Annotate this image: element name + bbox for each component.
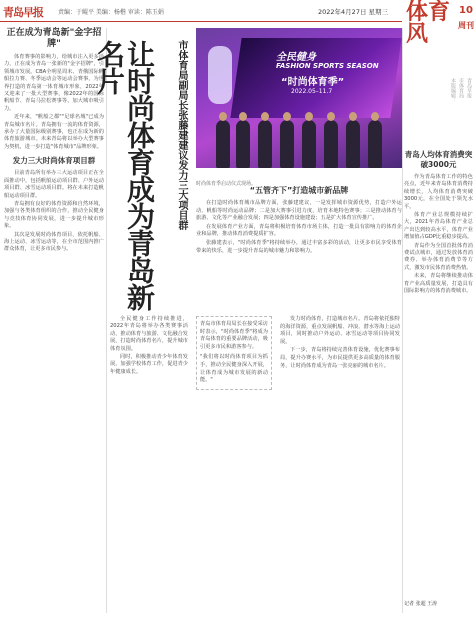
backdrop-text-2: FASHION SPORTS SEASON (276, 62, 379, 70)
side-note-2: 市体育局 (458, 78, 464, 98)
byline: 记者 张超 王涛 (404, 601, 438, 607)
left-paragraph: 近年来，"帆船之都""足球名城"已成为青岛城市名片。青岛拥有一流的体育资源，承办了大量国际级别赛事，也正在成为新的体育旅游城市。未来青岛将以举办大型赛事为契机，进一步打造"体育城市"品牌形象。 (4, 114, 104, 150)
issue-date: 2022年4月27日 星期三 (318, 8, 389, 16)
editor-credits: 责编：于鲲平 美编：杨楷 审读：陈玉娟 (58, 9, 164, 16)
person (346, 120, 360, 168)
bottom-paragraph: 下一步，青岛将持续完善体育设施，优化赛事布局，提升办赛水平，为市民提供更多高质量的体育服务，让时尚体育成为青岛一张亮丽的城市名片。 (280, 347, 400, 369)
bottom-paragraph: 同时，积极推动青少年体育发展，加强学校体育工作，促进青少年健康成长。 (110, 354, 188, 375)
bottom-right-column (280, 316, 400, 616)
photo-caption-bar (196, 170, 402, 187)
right-paragraph: 作为青岛体育工作的特色亮点，近年来青岛体育消费持续增长，人均体育消费突破3000元，在全国处于领先水平。 (404, 174, 473, 210)
person (258, 120, 272, 168)
bottom-left-column (110, 316, 188, 616)
bottom-paragraph: 全民健身工作持续推进，2022年青岛将举办各类赛事活动，推动体育与旅游、文化融合发展，打造时尚体育名片，提升城市体育氛围。 (110, 316, 188, 352)
backdrop-dates: 2022.05–11.7 (291, 88, 333, 95)
middle-article-title: “五管齐下”打造城市新品牌 (249, 186, 349, 195)
crowd-on-stage (196, 110, 402, 168)
middle-paragraph: 在发展体育产业方面，青岛将积极培育体育市场主体，打造一批具有影响力的体育企业和品牌，推动体育消费提质扩容。 (196, 223, 402, 238)
person (302, 120, 316, 168)
mascot-figure (208, 46, 232, 104)
person (236, 120, 250, 168)
weekly-label: 周刊 (458, 21, 474, 30)
main-headline: 让时尚体育成为青岛新名片 (93, 40, 156, 310)
quote-box (196, 316, 272, 616)
column-divider (402, 28, 403, 613)
page-number-value: 10 (459, 5, 473, 16)
quote-paragraph: 青岛市体育局局长在接受采访时表示，"时尚体育季"将成为青岛体育的重要品牌活动，吸引更多市民和游客参与。 (200, 321, 268, 350)
left-column-article (4, 28, 104, 613)
quote-box-text (196, 316, 272, 390)
person (280, 120, 294, 168)
left-subheading: 发力三大时尚体育项目群 (12, 156, 96, 166)
page-header (0, 0, 402, 22)
person (368, 120, 382, 168)
side-note-3: 青岛早报 (466, 78, 472, 98)
backdrop-text-3: “时尚体育季” (281, 77, 345, 88)
person (216, 120, 230, 168)
bottom-article-block (110, 316, 400, 616)
left-article-title: 正在成为青岛新"金字招牌" (6, 28, 102, 49)
left-paragraph: 青岛拥有良好的体育资源和自然环境，加强与各类体育组织的合作，推动全民健身与竞技体育协同发展，进一步提升城市形象。 (4, 200, 104, 230)
middle-paragraph: 张藤建表示，"时尚体育季"将持续举办，通过丰富多彩的活动，让更多市民享受体育带来的快乐，进一步提升青岛的城市魅力和影响力。 (196, 239, 402, 254)
left-paragraph: 目前青岛所有举办三大运动项目正在全面推动中，包括帆船运动项目群、户外运动项目群、冰雪运动项目群。将在未来打造帆船运动项目群。 (4, 170, 104, 199)
headline-kicker: 市体育局副局长张藤建建议发力三大项目群 (176, 40, 187, 230)
left-paragraph: 体育赛事的影响力，给城市注入更多活力，正在成为青岛一张新的"金字招牌"，引领城市发展。CBA全明星周末、青俄国际帆船拉力赛、冬季运动会等运动会赛事，为世界打造的青岛第一体育城市形象，2022年又迎来了一批大型赛事，像2022年的国际帆船节、青岛马拉松赛事等，加大城市吸引力。 (4, 54, 104, 112)
middle-paragraph: 在打造时尚体育城市品牌方面，张藤建建议，一是发挥城市资源优势，打造户外运动、帆船等时尚运动品牌；二是加大赛事引进力度，培育本地特色赛事；三是推动体育与旅游、文化等产业融合发展；四是加强体育设施建设；五是扩大体育宣传推广。 (196, 200, 402, 222)
photo-caption: 时尚体育季启动仪式现场。 (196, 181, 257, 187)
right-column-article (404, 150, 473, 615)
person (324, 120, 338, 168)
masthead-side-notes (404, 76, 475, 146)
right-paragraph: 青岛作为全国首批体育消费试点城市，通过发放体育消费券、举办体育消费节等方式，激发市民体育消费热情。 (404, 242, 473, 271)
right-paragraph: 体育产业总规模持续扩大，2021年青岛体育产业总产出达到较高水平，体育产业增加值占GDP比重稳步提高。 (404, 212, 473, 241)
left-paragraph: 其次是发展时尚体育项目，依托帆船、海上运动、冰雪运动等，在全市范围内推广群众体育，让更多市民参与。 (4, 231, 104, 253)
right-article-title: 青岛人均体育消费突破3000元 (404, 150, 473, 169)
column-divider (106, 28, 107, 613)
right-paragraph: 未来，青岛将继续推动体育产业高质量发展，打造具有国际影响力的体育消费城市。 (404, 273, 473, 295)
event-photo (196, 28, 402, 168)
backdrop-text-1: 全民健身 (276, 52, 316, 63)
quote-paragraph: "我们将以时尚体育项目为抓手，推动全民健身深入开展，让体育成为城市发展的新动能。" (200, 354, 268, 384)
page-number (458, 4, 474, 32)
bottom-paragraph: 发力时尚体育，打造城市名片。青岛将依托独特的海洋资源，重点发展帆船、冲浪、潜水等海上运动项目，同时推动户外运动、冰雪运动等项目协同发展。 (280, 316, 400, 345)
main-headline-block (93, 40, 188, 310)
section-title: 体育风 (406, 0, 451, 47)
newspaper-logo: 青岛早报 (3, 6, 43, 19)
side-note-1: 本版编辑： (450, 78, 456, 103)
section-masthead (404, 0, 475, 74)
